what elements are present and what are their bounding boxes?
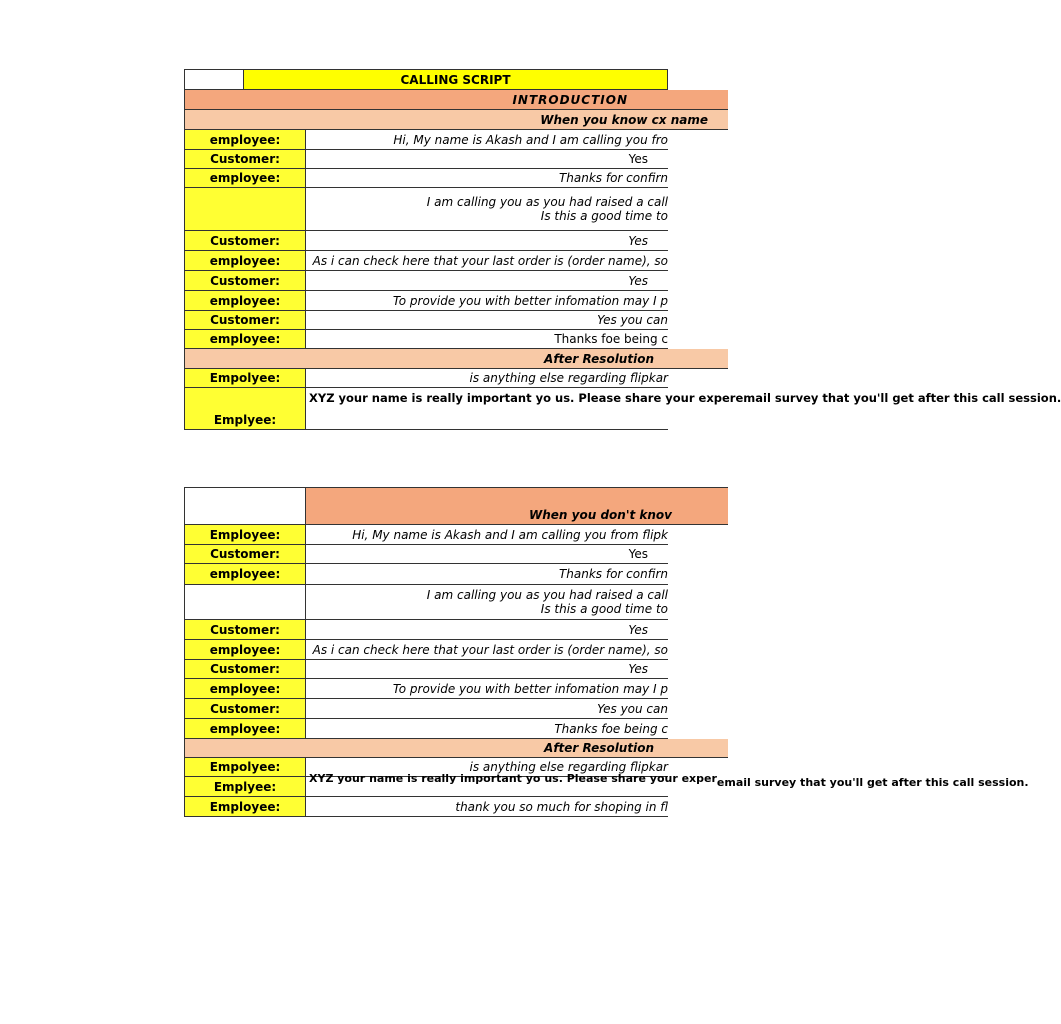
table-row (184, 620, 668, 640)
speaker-label: Customer: (184, 231, 305, 251)
script-line: Hi, My name is Akash and I am calling you from flipk (305, 525, 668, 545)
unknown-name-band (305, 487, 728, 525)
table-row (184, 797, 668, 817)
speaker-label: Customer: (184, 271, 305, 291)
script-line-1: I am calling you as you had raised a call (426, 195, 668, 209)
script-line: Yes (305, 620, 668, 640)
script-line: Yes you can (305, 699, 668, 719)
table-row (184, 130, 668, 150)
script-line (305, 188, 668, 231)
after-resolution-band (184, 349, 728, 369)
script-line (305, 585, 668, 620)
script-line: Thanks foe being c (305, 330, 668, 349)
speaker-label: Customer: (184, 545, 305, 564)
table-row (184, 251, 668, 271)
table-row (184, 169, 668, 188)
table-row (184, 330, 668, 349)
script-line: Yes (305, 231, 668, 251)
after-resolution-heading: After Resolution (544, 351, 654, 366)
speaker-label: Customer: (184, 660, 305, 679)
speaker-label: Emplyee: (184, 388, 305, 430)
script-line: is anything else regarding flipkar (305, 758, 668, 777)
script-line-2: Is this a good time to (540, 209, 668, 223)
speaker-label: Employee: (184, 525, 305, 545)
table-row (184, 564, 668, 585)
table-row (184, 388, 1061, 430)
script-line: To provide you with better infomation may I p (305, 679, 668, 699)
script-line (305, 388, 1061, 430)
table-row (184, 660, 668, 679)
speaker-label: Emplyee: (184, 777, 305, 797)
script-line: Yes you can (305, 311, 668, 330)
speaker-label: employee: (184, 251, 305, 271)
after-resolution-heading: After Resolution (544, 741, 654, 755)
title-bar (184, 69, 668, 90)
speaker-label: employee: (184, 719, 305, 739)
table-row (184, 585, 668, 620)
known-name-band (184, 110, 728, 130)
script-line-1: I am calling you as you had raised a call (426, 588, 668, 602)
speaker-label: Customer: (184, 620, 305, 640)
title-blank-cell (184, 69, 244, 90)
header-blank-cell (184, 487, 305, 525)
speaker-label: Customer: (184, 699, 305, 719)
script-line: Yes (305, 271, 668, 291)
speaker-label: employee: (184, 640, 305, 660)
script-line-1: XYZ your name is really important yo us. Please share your exper (309, 772, 717, 785)
introduction-heading: INTRODUCTION (512, 92, 628, 107)
speaker-label: Customer: (184, 150, 305, 169)
speaker-label (184, 585, 305, 620)
table-row (184, 545, 668, 564)
script-line: Hi, My name is Akash and I am calling you fro (305, 130, 668, 150)
script-line: As i can check here that your last order is (order name), so (305, 251, 668, 271)
script-line-2: email survey that you'll get after this call session. (735, 391, 1061, 405)
script-line: Thanks for confirn (305, 169, 668, 188)
after-resolution-band (184, 739, 728, 758)
speaker-label: Employee: (184, 797, 305, 817)
unknown-name-subheading: When you don't knov (529, 508, 672, 522)
script-line: As i can check here that your last order is (order name), so (305, 640, 668, 660)
table-row (184, 772, 1029, 797)
table-row (184, 291, 668, 311)
script-line: To provide you with better infomation may I p (305, 291, 668, 311)
table-row (184, 679, 668, 699)
table-row (184, 719, 668, 739)
introduction-band (184, 90, 728, 110)
table-row (184, 271, 668, 291)
speaker-label: employee: (184, 679, 305, 699)
speaker-label: employee: (184, 330, 305, 349)
table-row (184, 699, 668, 719)
script-line: Yes (305, 660, 668, 679)
speaker-label: employee: (184, 169, 305, 188)
table-row (184, 311, 668, 330)
table-row (184, 369, 668, 388)
script-line-2: email survey that you'll get after this call session. (716, 776, 1029, 789)
speaker-label: Empolyee: (184, 369, 305, 388)
speaker-label: Empolyee: (184, 758, 305, 777)
speaker-label: employee: (184, 564, 305, 585)
table-row (184, 231, 668, 251)
script-line: Thanks for confirn (305, 564, 668, 585)
script-line: Yes (305, 150, 668, 169)
script-line: thank you so much for shoping in fl (305, 797, 668, 817)
speaker-label: employee: (184, 291, 305, 311)
script-line (305, 772, 1029, 797)
speaker-label (184, 188, 305, 231)
known-name-subheading: When you know cx name (540, 112, 708, 127)
table-row (184, 188, 668, 231)
table-header-row (184, 487, 728, 525)
calling-script-title: CALLING SCRIPT (244, 69, 668, 90)
table-row (184, 525, 668, 545)
table-row (184, 640, 668, 660)
speaker-label: Customer: (184, 311, 305, 330)
script-line: Yes (305, 545, 668, 564)
table-row (184, 150, 668, 169)
script-line: is anything else regarding flipkar (305, 369, 668, 388)
script-line-1: XYZ your name is really important yo us. Please share your exper (309, 391, 736, 405)
script-line-2: Is this a good time to (540, 602, 668, 616)
speaker-label: employee: (184, 130, 305, 150)
script-line: Thanks foe being c (305, 719, 668, 739)
